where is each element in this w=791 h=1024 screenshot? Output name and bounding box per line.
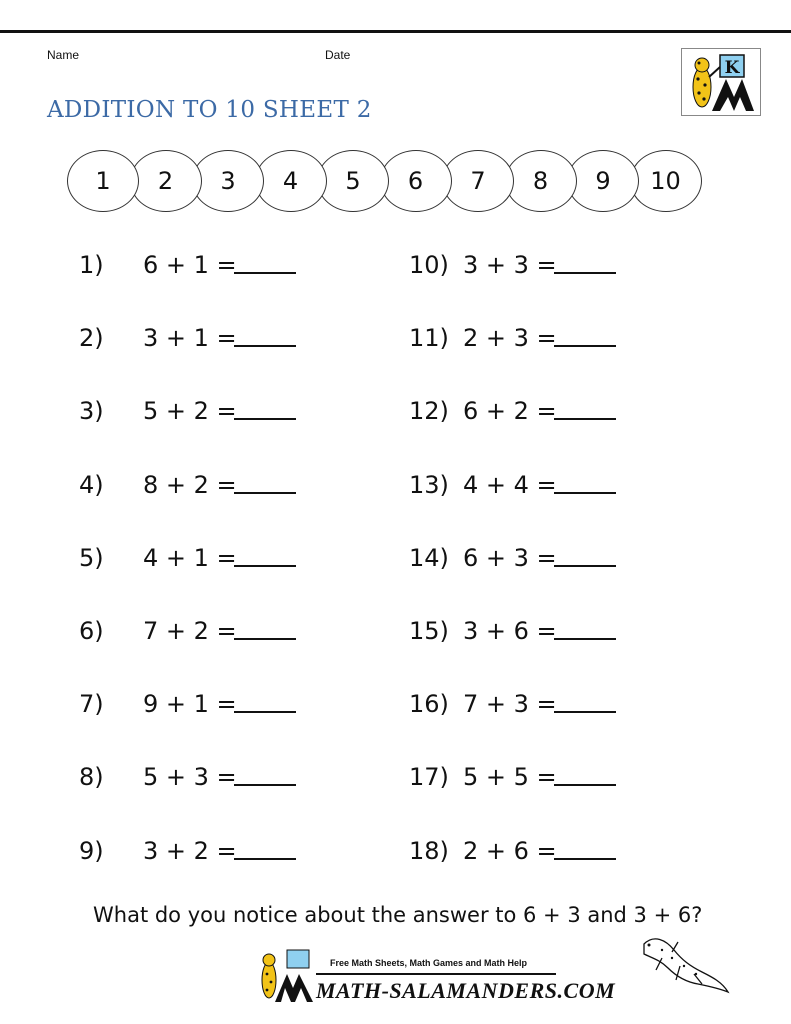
problem-equation: 3 + 2 = <box>143 836 237 865</box>
sheet-title: ADDITION TO 10 SHEET 2 <box>47 97 372 123</box>
problem-number: 12) <box>409 397 449 426</box>
problem-equation: 4 + 4 = <box>463 470 557 499</box>
answer-blank[interactable] <box>554 784 616 786</box>
problem-number: 2) <box>79 324 104 353</box>
answer-blank[interactable] <box>234 638 296 640</box>
answer-blank[interactable] <box>234 418 296 420</box>
problem-equation: 7 + 3 = <box>463 690 557 719</box>
answer-blank[interactable] <box>554 492 616 494</box>
answer-blank[interactable] <box>234 858 296 860</box>
problem-number: 1) <box>79 251 104 279</box>
problem-number: 13) <box>409 470 449 499</box>
number-circle-2: 2 <box>130 150 202 212</box>
problem-equation: 3 + 1 = <box>143 324 237 353</box>
problem-equation: 6 + 3 = <box>463 543 557 572</box>
problem-number: 7) <box>79 690 104 719</box>
problem-equation: 2 + 6 = <box>463 836 557 865</box>
answer-blank[interactable] <box>234 345 296 347</box>
number-circle-9: 9 <box>567 150 639 212</box>
problem-number: 15) <box>409 617 449 645</box>
number-circle-1: 1 <box>67 150 139 212</box>
number-circle-4: 4 <box>255 150 327 212</box>
number-circle-7: 7 <box>442 150 514 212</box>
problem-equation: 6 + 1 = <box>143 251 237 279</box>
answer-blank[interactable] <box>554 858 616 860</box>
answer-blank[interactable] <box>554 565 616 567</box>
problem-equation: 3 + 6 = <box>463 617 557 645</box>
answer-blank[interactable] <box>234 492 296 494</box>
number-circle-5: 5 <box>317 150 389 212</box>
salamander-teacher-icon <box>682 49 760 115</box>
problem-equation: 5 + 5 = <box>463 763 557 792</box>
problem-number: 9) <box>79 836 104 865</box>
problem-number: 14) <box>409 543 449 572</box>
answer-blank[interactable] <box>234 711 296 713</box>
answer-blank[interactable] <box>554 272 616 274</box>
problem-number: 3) <box>79 397 104 426</box>
problem-equation: 2 + 3 = <box>463 324 557 353</box>
logo-letter: K <box>724 58 740 78</box>
top-rule <box>0 30 791 33</box>
problem-number: 10) <box>409 251 449 279</box>
name-label: Name <box>47 48 80 62</box>
number-circle-6: 6 <box>380 150 452 212</box>
answer-blank[interactable] <box>554 638 616 640</box>
problem-equation: 4 + 1 = <box>143 543 237 572</box>
problem-number: 8) <box>79 763 104 792</box>
number-circle-10: 10 <box>630 150 702 212</box>
problem-equation: 3 + 3 = <box>463 251 557 279</box>
site-name: MATH-SALAMANDERS.COM <box>316 978 616 1003</box>
problem-equation: 8 + 2 = <box>143 470 237 499</box>
answer-blank[interactable] <box>234 565 296 567</box>
number-circle-3: 3 <box>192 150 264 212</box>
footer-tagline: Free Math Sheets, Math Games and Math Help <box>330 958 528 968</box>
number-line <box>67 150 707 214</box>
problem-equation: 6 + 2 = <box>463 397 557 426</box>
salamander-icon <box>632 930 732 1000</box>
answer-blank[interactable] <box>554 345 616 347</box>
problem-number: 16) <box>409 690 449 719</box>
answer-blank[interactable] <box>234 784 296 786</box>
problem-number: 6) <box>79 617 104 645</box>
kindergarten-logo <box>681 48 761 116</box>
answer-blank[interactable] <box>554 711 616 713</box>
date-label: Date <box>325 48 351 62</box>
problem-number: 11) <box>409 324 449 353</box>
problem-number: 17) <box>409 763 449 792</box>
problem-number: 18) <box>409 836 449 865</box>
problem-number: 5) <box>79 543 104 572</box>
footer-rule <box>316 973 556 975</box>
problem-equation: 9 + 1 = <box>143 690 237 719</box>
problem-number: 4) <box>79 470 104 499</box>
problem-equation: 5 + 2 = <box>143 397 237 426</box>
answer-blank[interactable] <box>554 418 616 420</box>
problem-equation: 7 + 2 = <box>143 617 237 645</box>
reflection-question: What do you notice about the answer to 6 + 3 and 3 + 6? <box>93 903 703 927</box>
answer-blank[interactable] <box>234 272 296 274</box>
number-circle-8: 8 <box>505 150 577 212</box>
problem-equation: 5 + 3 = <box>143 763 237 792</box>
